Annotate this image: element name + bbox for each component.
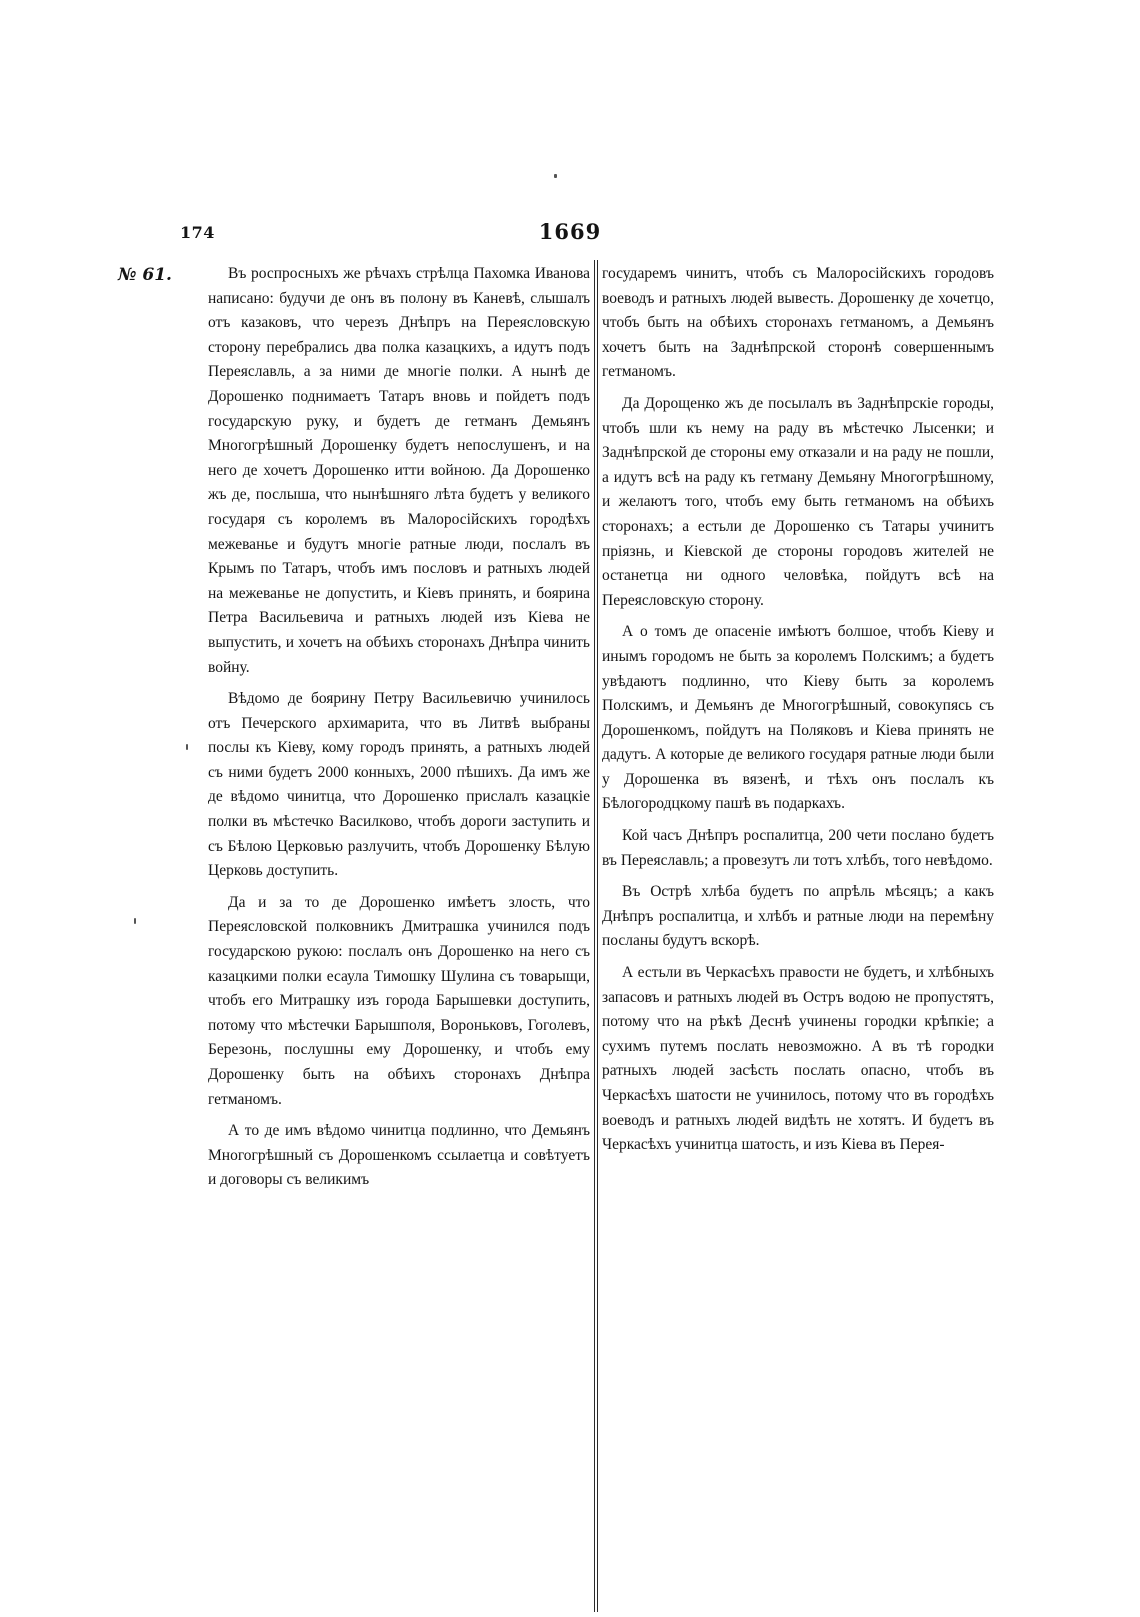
paragraph: Да Дорощенко жъ де посылалъ въ Заднѣпрскіе городы, чтобъ шли къ нему на раду въ мѣстечко Лысенки; и Заднѣпрской де стороны ему отказали и на раду не пошли, а идутъ всѣ на раду къ гетману Демьяну Многогрѣшному, и желаютъ того, чтобъ ему быть гетманомъ на обѣихъ сторонахъ; а естьли де Дорошенко съ Татары учинитъ пріязнь, и Кіевской де стороны городовъ жителей не останетца ни одного человѣка, пойдутъ всѣ на Переясловскую сторону. <box>602 394 994 609</box>
left-text-column <box>208 262 590 1200</box>
page-year-heading: 1669 <box>538 219 602 244</box>
scan-speck <box>134 918 136 924</box>
paragraph: А то де имъ вѣдомо чинитца подлинно, что Демьянъ Многогрѣшный съ Дорошенкомъ ссылаетца и совѣтуетъ и договоры съ великимъ <box>208 1122 590 1189</box>
right-text-column <box>602 262 994 1165</box>
page-number: 174 <box>180 223 215 242</box>
document-number: № 61. <box>118 265 172 285</box>
paragraph: А естьли въ Черкасѣхъ правости не будетъ, и хлѣбныхъ запасовъ и ратныхъ людей въ Остръ водою не пропустятъ, потому что на рѣкѣ Деснѣ учинены городки крѣпкіе; а сухимъ путемъ послать невозможно. А въ тѣ городки ратныхъ людей засѣсть послать опасно, чтобъ въ Черкасѣхъ шатости не учинилось, потому что въ городѣхъ воеводъ и ратныхъ людей видѣть не хотятъ. И будетъ въ Черкасѣхъ учинитца шатость, и изъ Кіева въ Перея- <box>602 964 994 1154</box>
paragraph: Кой часъ Днѣпръ роспалитца, 200 чети послано будетъ въ Переяславль; а провезутъ ли тотъ хлѣбъ, того невѣдомо. <box>602 827 994 869</box>
column-divider <box>594 260 595 1612</box>
paragraph: Въ Острѣ хлѣба будетъ по апрѣль мѣсяцъ; а какъ Днѣпръ роспалитца, и хлѣбъ и ратные люди на перемѣну посланы будутъ вскорѣ. <box>602 883 994 950</box>
paragraph: Вѣдомо де боярину Петру Васильевичю учинилось отъ Печерского архимарита, что въ Литвѣ выбраны послы къ Кіеву, кому городъ принять, а ратныхъ людей съ ними будетъ 2000 конныхъ, 2000 пѣшихъ. Да имъ же де вѣдомо чинитца, что Дорошенко прислалъ казацкіе полки въ мѣстечко Василково, чтобъ дороги заступить и съ Бѣлою Церковью разлучить, чтобъ Дорошенку Бѣлую Церковь доступить. <box>208 690 590 880</box>
paragraph: А о томъ де опасеніе имѣютъ болшое, чтобъ Кіеву и инымъ городомъ не быть за королемъ Полскимъ; а будетъ увѣдаютъ подлинно, что Кіеву быть за королемъ Полскимъ, и Демьянъ де Многогрѣшный, совокупясь съ Дорошенкомъ, пойдутъ на Поляковъ и Кіева принять не дадутъ. А которые де великого государя ратные люди были у Дорошенка въ вязенѣ, и тѣхъ онъ послалъ къ Бѣлогородцкому пашѣ въ подаркахъ. <box>602 623 994 813</box>
scan-speck <box>186 744 188 750</box>
column-divider <box>597 260 598 1612</box>
paragraph: государемъ чинитъ, чтобъ съ Малоросійскихъ городовъ воеводъ и ратныхъ людей вывесть. Дорошенку де хочетцо, чтобъ быть на обѣихъ сторонахъ гетманомъ, а Демьянъ хочетъ быть на Заднѣпрской сторонѣ совершеннымъ гетманомъ. <box>602 265 994 381</box>
scan-speck <box>554 174 557 178</box>
paragraph: Да и за то де Дорошенко имѣетъ злость, что Переясловской полковникъ Дмитрашка учинился подъ государскою рукою: послалъ онъ Дорошенко на него съ казацкими полки есаула Тимошку Шулина съ товарыщи, чтобъ его Митрашку изъ города Барышевки доступить, потому что мѣстечки Барышполя, Вороньковъ, Гоголевъ, Березонь, послушны ему Дорошенку, и чтобъ ему Дорошенку быть на обѣихъ сторонахъ Днѣпра гетманомъ. <box>208 893 590 1108</box>
paragraph: Въ роспросныхъ же рѣчахъ стрѣлца Пахомка Иванова написано: будучи де онъ въ полону въ Каневѣ, слышалъ отъ казаковъ, что черезъ Днѣпръ на Переясловскую сторону перебрались два полка казацкихъ, а идутъ подъ Переяславль, а за ними де многіе полки. А нынѣ де Дорошенко поднимаетъ Татаръ вновь и пойдетъ подъ государскую руку, и будетъ де гетманъ Демьянъ Многогрѣшный Дорошенку будетъ непослушенъ, и на него де хочетъ Дорошенко итти войною. Да Дорошенко жъ де, послыша, что нынѣшняго лѣта будетъ у великого государя съ королемъ въ Малоросійскихъ городѣхъ межеванье и будутъ многіе ратные люди, послалъ въ Крымъ по Татаръ, чтобъ имъ пословъ и ратныхъ людей на межеванье не допустить, и Кіевъ принять, и боярина Петра Васильевича и ратныхъ людей изъ Кіева не выпустить, и хочетъ на обѣихъ сторонахъ Днѣпра чинить войну. <box>208 265 590 676</box>
